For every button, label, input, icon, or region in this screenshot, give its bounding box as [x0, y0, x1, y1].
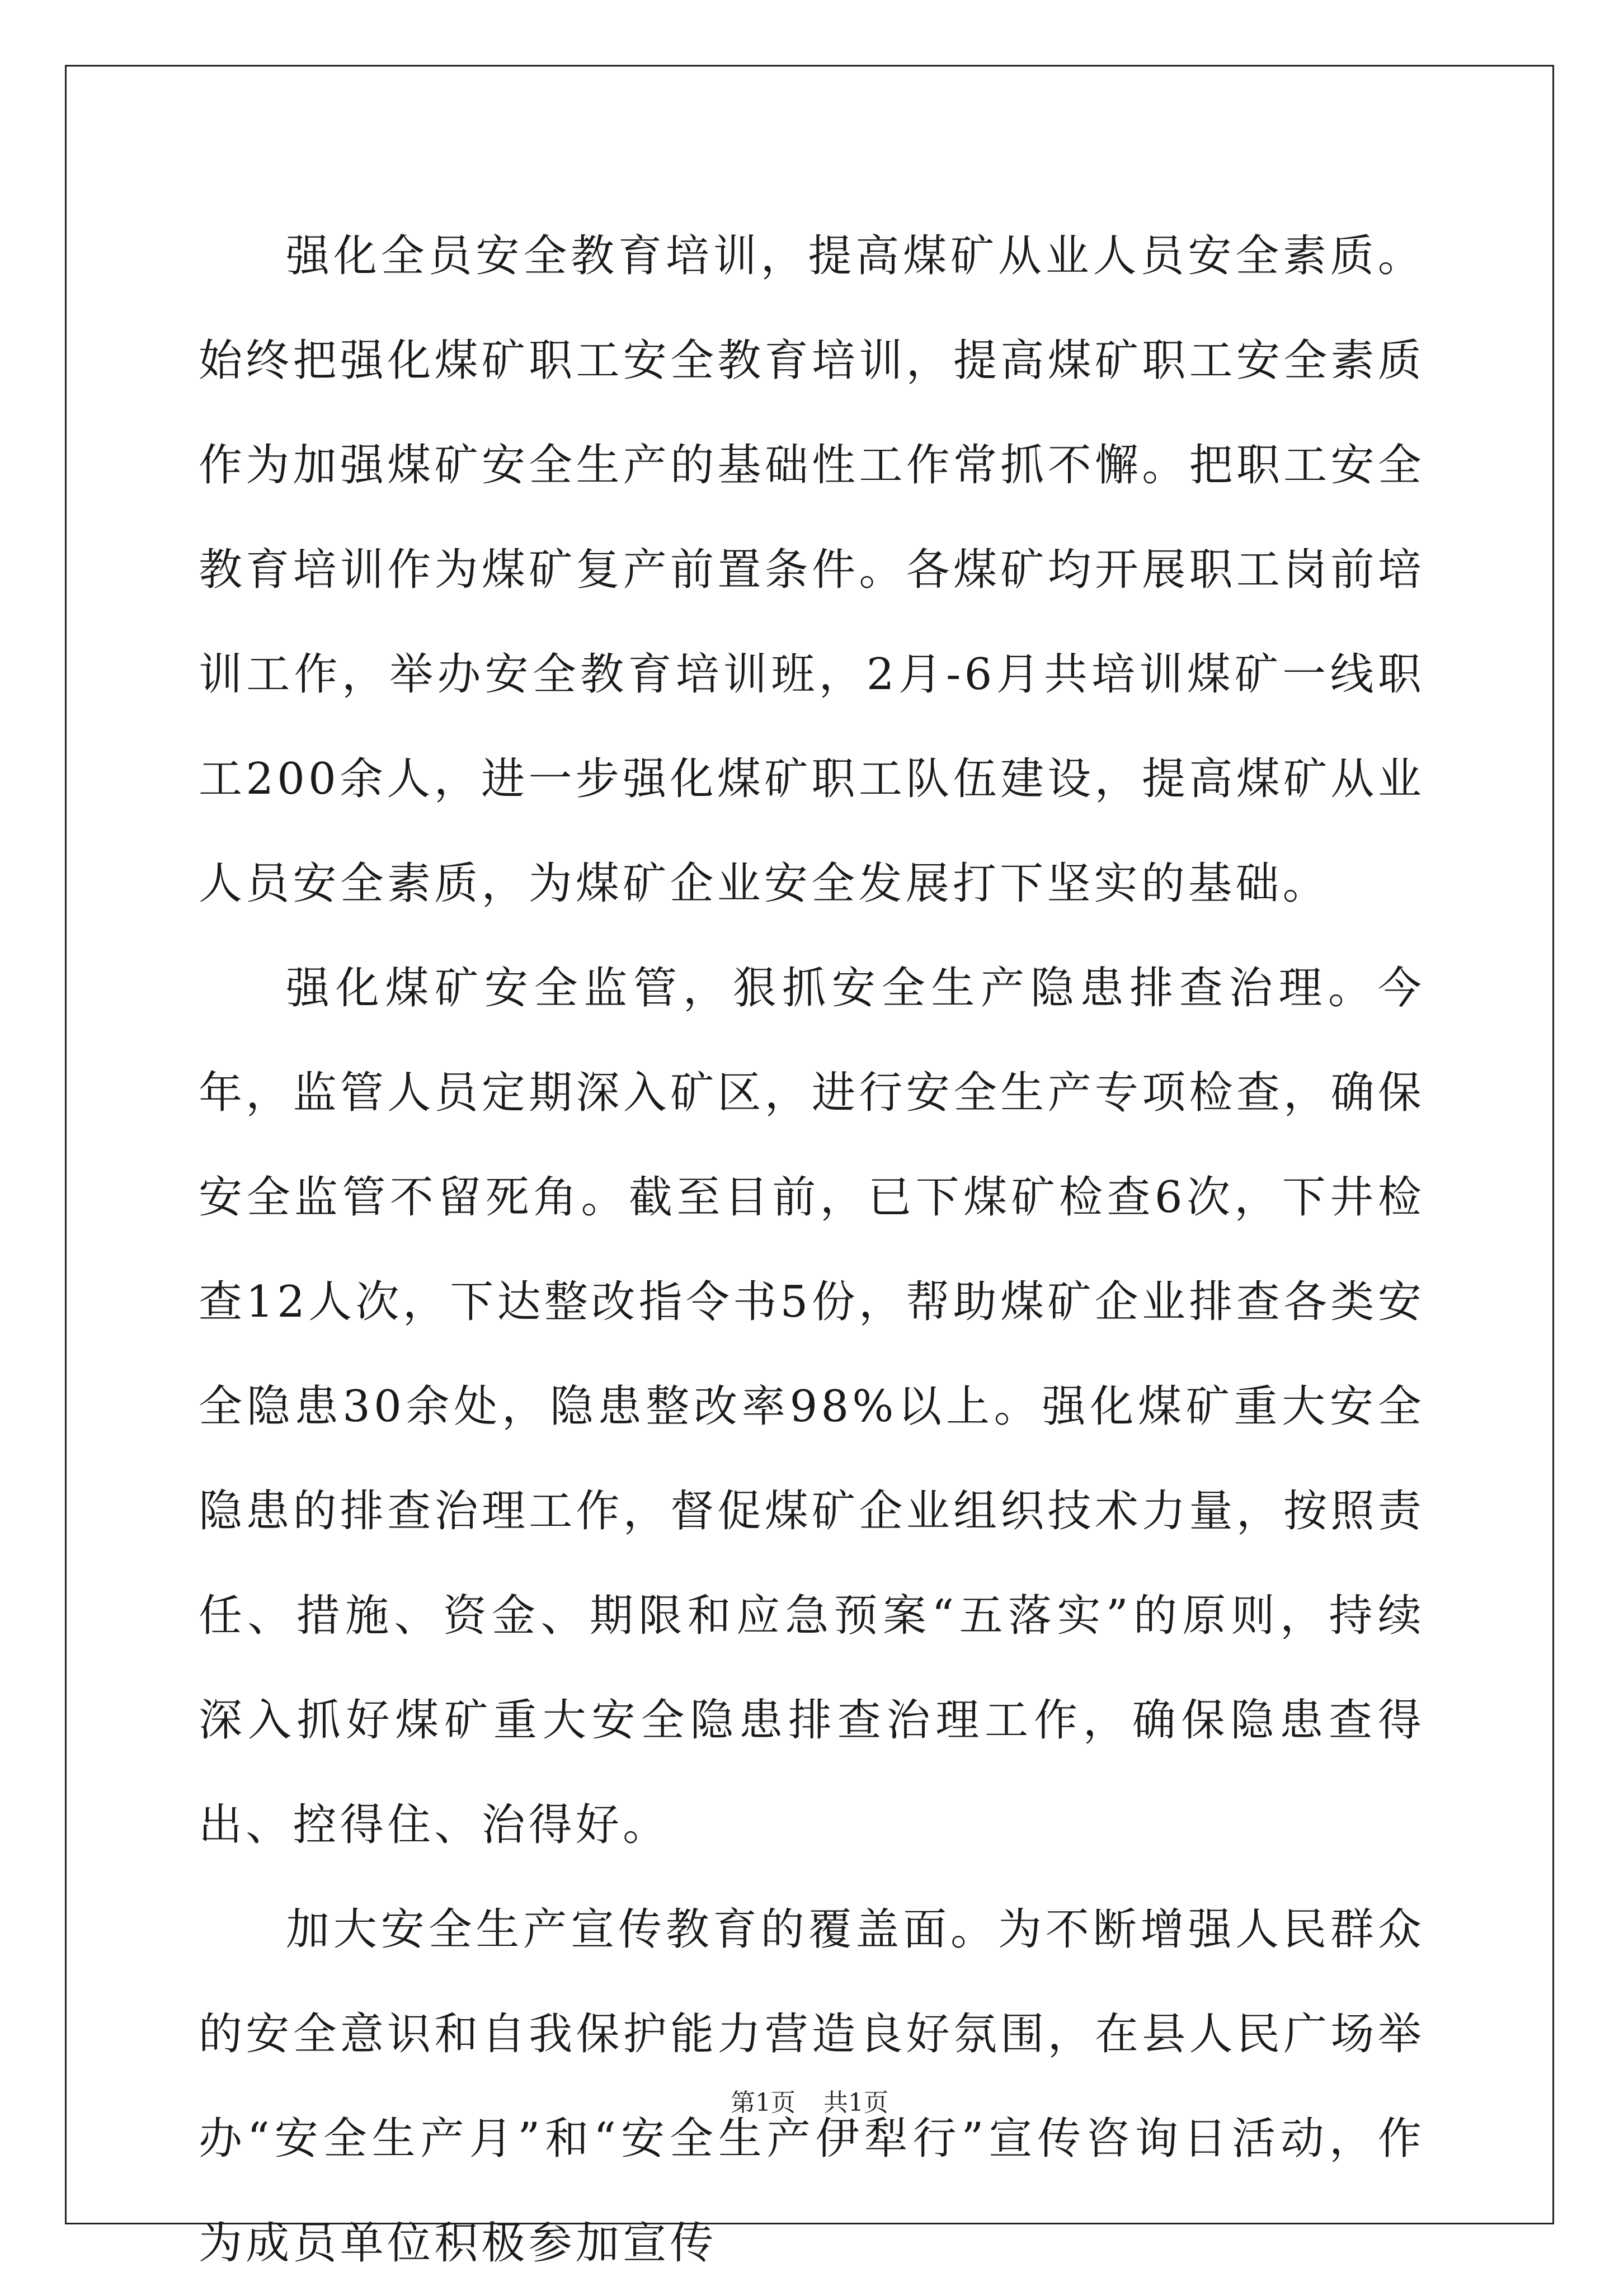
page-footer: [0, 2086, 1619, 2120]
page-number-current: 第1页: [731, 2088, 796, 2117]
paragraph-safety-training: 强化全员安全教育培训，提高煤矿从业人员安全素质。始终把强化煤矿职工安全教育培训，提高煤矿职工安全素质作为加强煤矿安全生产的基础性工作常抓不懈。把职工安全教育培训作为煤矿复产前置条件。各煤矿均开展职工岗前培训工作，举办安全教育培训班，2月-6月共培训煤矿一线职工200余人，进一步强化煤矿职工队伍建设，提高煤矿从业人员安全素质，为煤矿企业安全发展打下坚实的基础。: [199, 231, 1425, 909]
paragraph-safety-supervision: 强化煤矿安全监管，狠抓安全生产隐患排查治理。今年，监管人员定期深入矿区，进行安全生产专项检查，确保安全监管不留死角。截至目前，已下煤矿检查6次，下井检查12人次，下达整改指令书5份，帮助煤矿企业排查各类安全隐患30余处，隐患整改率98%以上。强化煤矿重大安全隐患的排查治理工作，督促煤矿企业组织技术力量，按照责任、措施、资金、期限和应急预案“五落实”的原则，持续深入抓好煤矿重大安全隐患排查治理工作，确保隐患查得出、控得住、治得好。: [199, 963, 1425, 1850]
document-body: [199, 204, 1425, 2296]
page-number-total: 共1页: [823, 2088, 888, 2117]
paragraph-safety-publicity: 加大安全生产宣传教育的覆盖面。为不断增强人民群众的安全意识和自我保护能力营造良好氛围，在县人民广场举办“安全生产月”和“安全生产伊犁行”宣传咨询日活动，作为成员单位积极参加宣传: [199, 1904, 1425, 2269]
